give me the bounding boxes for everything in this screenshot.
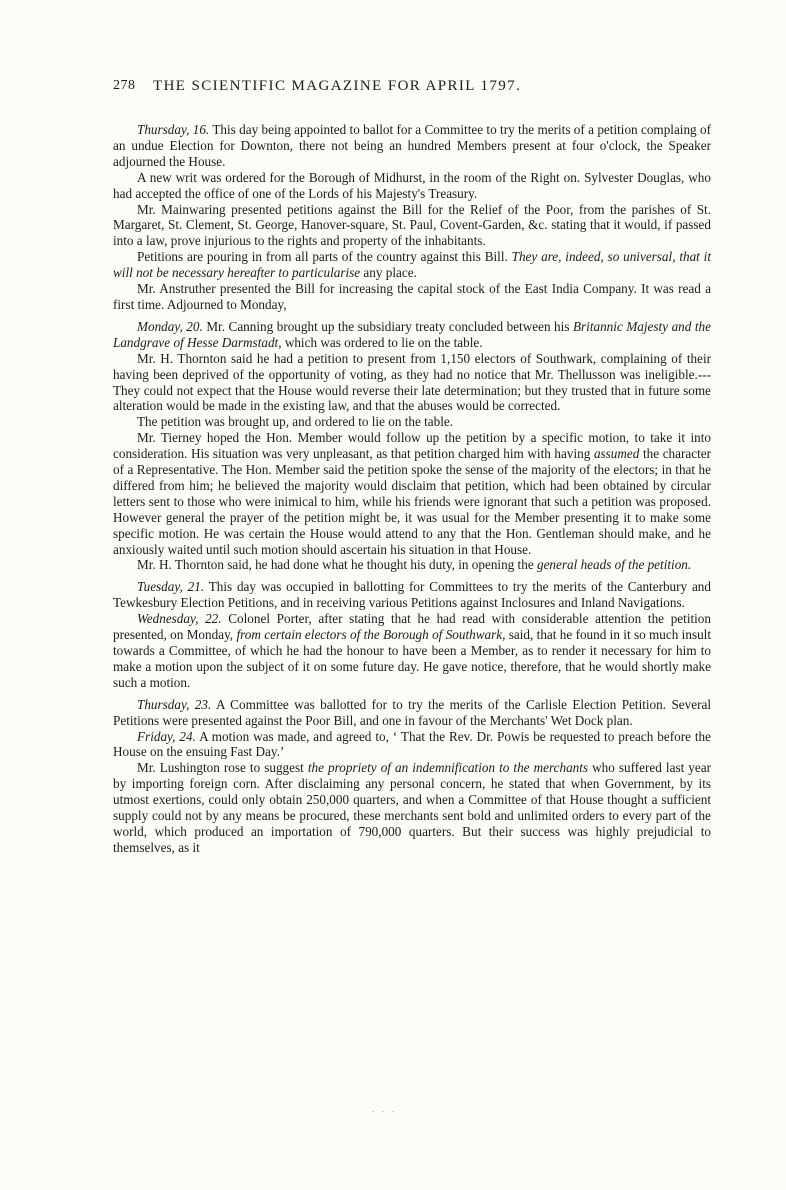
paragraph: Thursday, 16. This day being appointed to ballot for a Committee to try the merits of a petition complaing of an undue Election for Downton, there not being an hundred Members present at four o'clock, the Speaker adjourned the House. (113, 122, 711, 169)
paragraph: Monday, 20. Mr. Canning brought up the subsidiary treaty concluded between his Britannic Majesty and the Landgrave of Hesse Darmstadt, which was ordered to lie on the table. (113, 318, 711, 350)
paragraph: Friday, 24. A motion was made, and agreed to, ‘ That the Rev. Dr. Powis be requested to preach before the House on the ensuing Fast Day.’ (113, 728, 711, 760)
paragraph: Mr. Tierney hoped the Hon. Member would follow up the petition by a specific motion, to take it into consideration. His situation was very unpleasant, as that petition charged him with having assumed the character of a Representative. The Hon. Member said the petition spoke the sense of the majority of the electors; in that he differed from him; he believed the majority would disclaim that petition, which had been obtained by circular letters sent to those who were inimical to him, while his friends were ignorant that such a petition was proposed. However general the prayer of the petition might be, it was usual for the Member presenting it to make some specific motion. He was certain the House would attend to any that the Hon. Gentleman should make, and he anxiously waited until such motion should ascertain his situation in that House. (113, 430, 711, 557)
running-header (113, 78, 711, 104)
entry-date: Friday, 24. (137, 728, 196, 744)
entry-date: Thursday, 23. (137, 696, 212, 712)
paragraph: Mr. Anstruther presented the Bill for increasing the capital stock of the East India Company. It was read a first time. Adjourned to Monday, (113, 281, 711, 312)
entry-date: Thursday, 16. (137, 122, 210, 137)
entry-date: Tuesday, 21. (137, 579, 205, 595)
paragraph: Mr. Lushington rose to suggest the propriety of an indemnification to the merchants who suffered last year by importing foreign corn. After disclaiming any personal concern, he stated that when Government, by its utmost exertions, could only obtain 250,000 quarters, and when a Committee of that House thought a sufficient supply could not by any means be procured, these merchants sent bold and unlimited orders to every part of the world, which produced an importation of 790,000 quarters. But their success was highly prejudicial to themselves, as it (113, 760, 711, 855)
paragraph: Tuesday, 21. This day was occupied in ballotting for Committees to try the merits of the Canterbury and Tewkesbury Election Petitions, and in receiving various Petitions against Inclosures and Inland Navigations. (113, 579, 711, 611)
footer-mark: . . . (372, 1105, 397, 1114)
entry-date: Wednesday, 22. (137, 611, 222, 627)
paragraph: Thursday, 23. A Committee was ballotted for to try the merits of the Carlisle Election Petition. Several Petitions were presented against the Poor Bill, and one in favour of the Merchants' Wet Dock plan. (113, 696, 711, 728)
paragraph: Mr. H. Thornton said, he had done what he thought his duty, in opening the general heads of the petition. (137, 557, 692, 573)
paragraph: A new writ was ordered for the Borough of Midhurst, in the room of the Right on. Sylvester Douglas, who had accepted the office of one of the Lords of his Majesty's Treasury. (113, 169, 711, 201)
paragraph: Petitions are pouring in from all parts of the country against this Bill. They are, indeed, so universal, that it will not be necessary hereafter to particularise any place. (113, 249, 711, 281)
paragraph: The petition was brought up, and ordered to lie on the table. (137, 414, 454, 430)
page-number: 278 (113, 78, 136, 93)
article-body (113, 122, 711, 856)
paragraph: Mr. Mainwaring presented petitions against the Bill for the Relief of the Poor, from the parishes of St. Margaret, St. Clement, St. George, Hanover-square, St. Paul, Covent-Garden, &c. stating that it would, if passed into a law, prove injurious to the rights and property of the inhabitants. (113, 201, 711, 249)
paragraph: Wednesday, 22. Colonel Porter, after stating that he had read with considerable attention the petition presented, on Monday, from certain electors of the Borough of Southwark, said, that he found in it so much insult towards a Committee, of which he had the honour to have been a Member, as to render it necessary for him to make a motion upon the subject of it on some future day. He gave notice, therefore, that he would shortly make such a motion. (113, 611, 711, 690)
running-title: THE SCIENTIFIC MAGAZINE FOR APRIL 1797. (153, 78, 522, 94)
paragraph: Mr. H. Thornton said he had a petition to present from 1,150 electors of Southwark, complaining of their having been deprived of the opportunity of voting, as they had no notice that Mr. Thellusson was ineligible.---They could not expect that the House would reverse their late determination; but they trusted that in future some alteration would be made in the existing law, and that the abuses would be corrected. (113, 350, 711, 414)
entry-date: Monday, 20. (137, 318, 203, 334)
